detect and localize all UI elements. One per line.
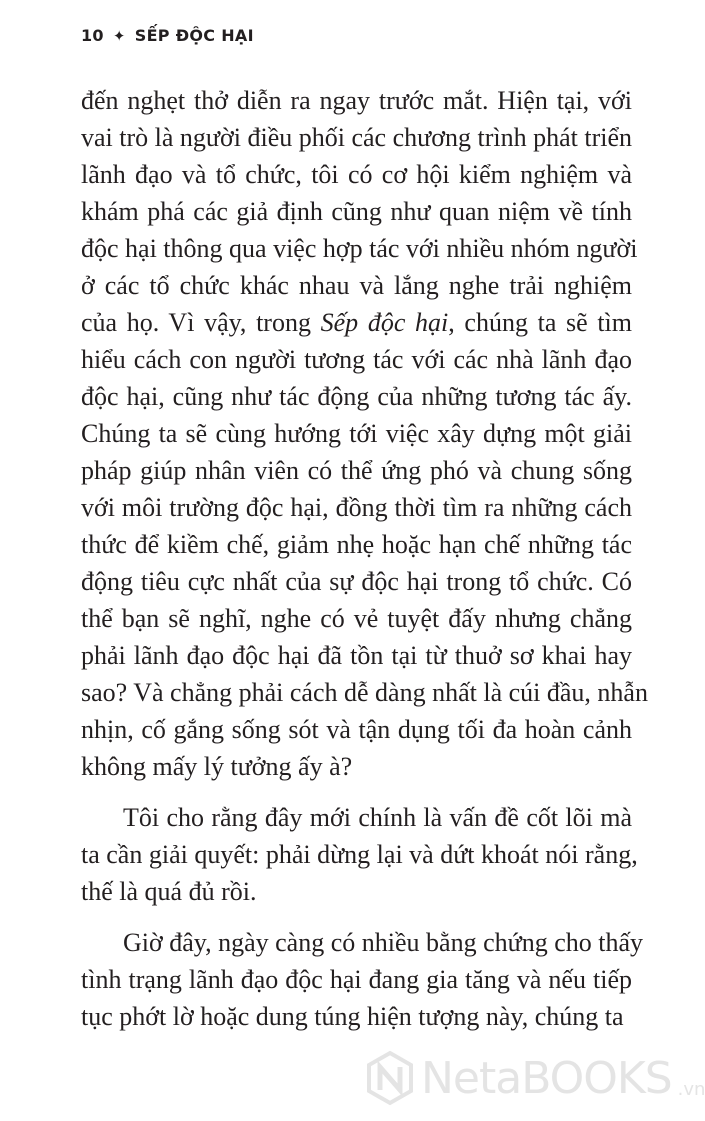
text-line: vai trò là người điều phối các chương trình phát triển	[81, 123, 632, 152]
text-line: động tiêu cực nhất của sự độc hại trong tổ chức. Có	[81, 567, 632, 596]
text-line: với môi trường độc hại, đồng thời tìm ra những cách	[81, 493, 632, 522]
text-line: ở các tổ chức khác nhau và lắng nghe trải nghiệm	[81, 271, 632, 300]
watermark-brand: NetaBOOKS	[421, 1052, 672, 1104]
book-title: SẾP ĐỘC HẠI	[134, 26, 254, 45]
text-line	[81, 304, 632, 341]
page-number: 10	[81, 26, 104, 45]
text-segment: của họ. Vì vậy, trong	[81, 308, 321, 337]
text-line: thức để kiềm chế, giảm nhẹ hoặc hạn chế những tác	[81, 530, 632, 559]
text-line: Chúng ta sẽ cùng hướng tới việc xây dựng một giải	[81, 419, 632, 448]
netabooks-logo-icon	[365, 1050, 415, 1106]
text-line: độc hại thông qua việc hợp tác với nhiều nhóm người	[81, 234, 638, 263]
text-line: không mấy lý tưởng ấy à?	[81, 752, 353, 781]
text-line: Giờ đây, ngày càng có nhiều bằng chứng cho thấy	[123, 928, 643, 957]
text-line: đến nghẹt thở diễn ra ngay trước mắt. Hiện tại, với	[81, 86, 632, 115]
book-title-italic: Sếp độc hại	[320, 308, 449, 337]
text-line: tục phớt lờ hoặc dung túng hiện tượng này, chúng ta	[81, 1002, 624, 1031]
text-line: hiểu cách con người tương tác với các nhà lãnh đạo	[81, 345, 632, 374]
watermark-suffix: .vn	[677, 1079, 705, 1100]
text-segment: , chúng ta sẽ tìm	[448, 308, 633, 337]
text-line: thế là quá đủ rồi.	[81, 877, 257, 906]
text-line: lãnh đạo và tổ chức, tôi có cơ hội kiểm nghiệm và	[81, 160, 632, 189]
text-line: ta cần giải quyết: phải dừng lại và dứt khoát nói rằng,	[81, 840, 638, 869]
running-header	[81, 26, 254, 45]
star-ornament-icon: ✦	[112, 26, 126, 45]
watermark	[365, 1050, 705, 1106]
text-line: pháp giúp nhân viên có thể ứng phó và chung sống	[81, 456, 632, 485]
text-line: độc hại, cũng như tác động của những tương tác ấy.	[81, 382, 632, 411]
text-line: nhịn, cố gắng sống sót và tận dụng tối đa hoàn cảnh	[81, 715, 632, 744]
text-line: phải lãnh đạo độc hại đã tồn tại từ thuở sơ khai hay	[81, 641, 632, 670]
text-line: tình trạng lãnh đạo độc hại đang gia tăng và nếu tiếp	[81, 965, 632, 994]
text-line: Tôi cho rằng đây mới chính là vấn đề cốt lõi mà	[123, 803, 632, 832]
text-line: sao? Và chẳng phải cách dễ dàng nhất là cúi đầu, nhẫn	[81, 678, 648, 707]
text-line: khám phá các giả định cũng như quan niệm về tính	[81, 197, 632, 226]
text-line: thể bạn sẽ nghĩ, nghe có vẻ tuyệt đấy nhưng chẳng	[81, 604, 632, 633]
